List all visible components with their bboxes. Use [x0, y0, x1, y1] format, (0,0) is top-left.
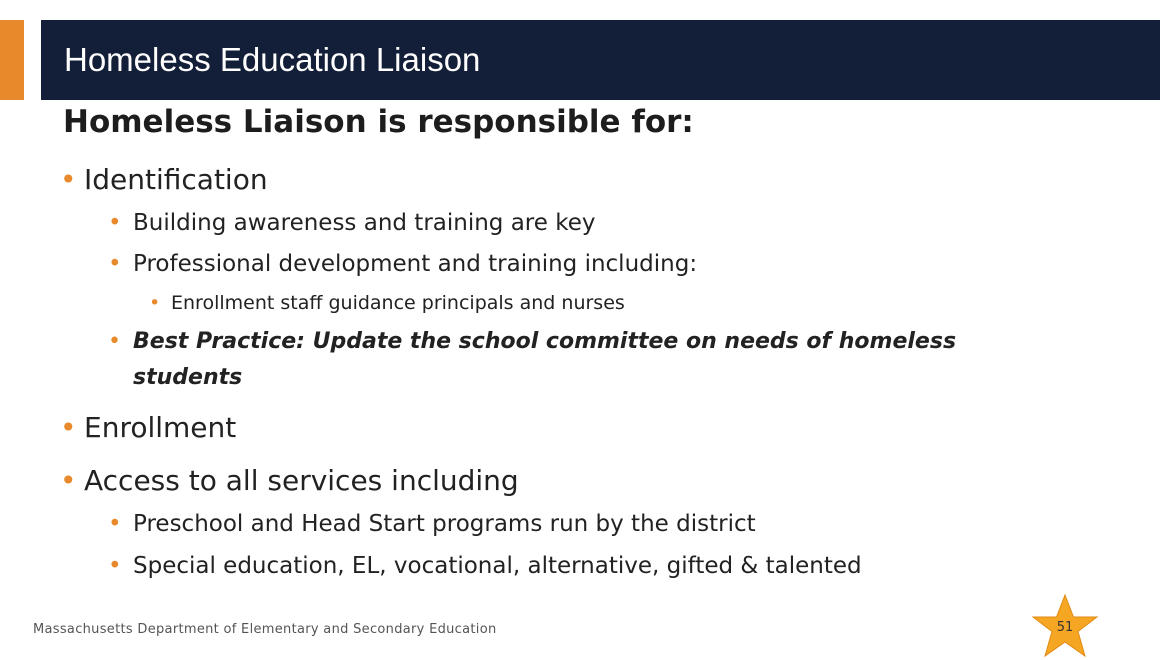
bullet-text: Access to all services including	[84, 464, 519, 497]
bullet-dot-icon: •	[60, 163, 77, 196]
bullet-identification	[60, 163, 268, 196]
bullet-dot-icon: •	[108, 329, 121, 354]
slide-heading: Homeless Liaison is responsible for:	[63, 104, 694, 140]
bullet-best-practice	[108, 324, 1033, 396]
bullet-text: Professional development and training including:	[133, 251, 698, 277]
bullet-dot-icon: •	[108, 251, 122, 277]
bullet-text: Building awareness and training are key	[133, 210, 596, 236]
footer-text: Massachusetts Department of Elementary and Secondary Education	[33, 622, 497, 637]
bullet-special-education	[108, 553, 862, 579]
bullet-awareness	[108, 210, 596, 236]
bullet-text: Enrollment	[84, 411, 237, 444]
bullet-dot-icon: •	[60, 411, 77, 444]
bullet-professional-development	[108, 251, 698, 277]
bullet-text: Special education, EL, vocational, alternative, gifted & talented	[133, 553, 862, 579]
bullet-text: Preschool and Head Start programs run by the district	[133, 511, 756, 537]
page-number: 51	[1056, 620, 1074, 635]
bullet-enrollment-staff	[149, 292, 625, 314]
bullet-access	[60, 464, 519, 497]
bullet-text: Identification	[84, 163, 268, 196]
bullet-dot-icon: •	[108, 210, 122, 236]
slide-title: Homeless Education Liaison	[64, 41, 481, 78]
bullet-text: Enrollment staff guidance principals and nurses	[171, 292, 625, 314]
bullet-dot-icon: •	[149, 292, 161, 314]
bullet-preschool	[108, 511, 756, 537]
bullet-dot-icon: •	[108, 511, 122, 537]
bullet-enrollment	[60, 411, 237, 444]
bullet-dot-icon: •	[108, 553, 122, 579]
bullet-text: Best Practice: Update the school committee on needs of homeless students	[133, 329, 957, 390]
bullet-dot-icon: •	[60, 464, 77, 497]
